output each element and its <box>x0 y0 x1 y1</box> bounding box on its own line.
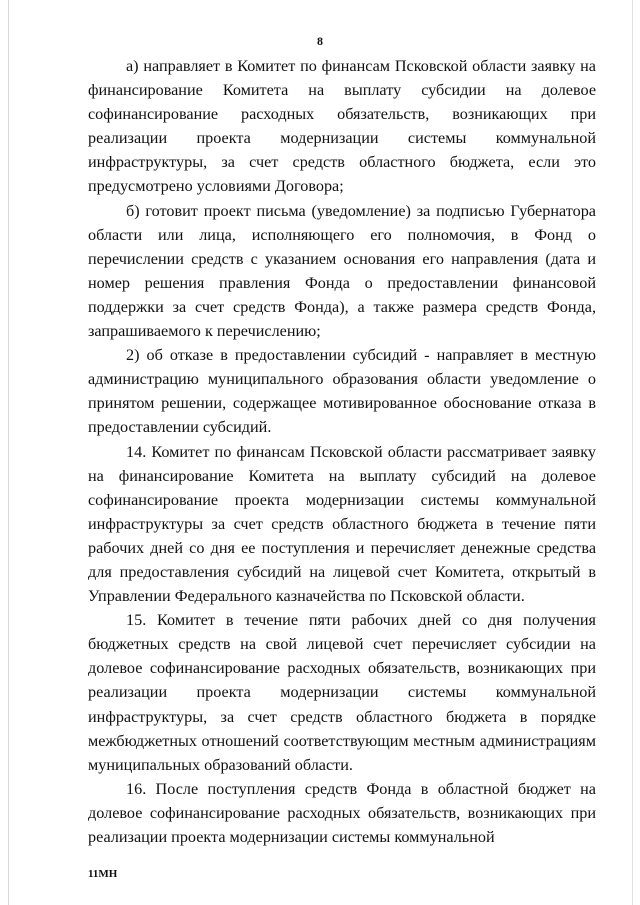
scan-edge-right <box>632 0 633 905</box>
footer-code: 11МН <box>88 868 118 880</box>
paragraph-2: 2) об отказе в предоставлении субсидий - направляет в местную администрацию муниципального образования области уведомление о принятом решении, содержащее мотивированное обоснование отказа в предоставлении субсидий. <box>88 346 596 437</box>
paragraph-14: 14. Комитет по финансам Псковской области рассматривает заявку на финансирование Комитета на выплату субсидий на долевое софинансирование проекта модернизации системы коммунальной инфраструктуры за счет средств областного бюджета в течение пяти рабочих дней со дня ее поступления и перечисляет денежные средства для предоставления субсидий на лицевой счет Комитета, открытый в Управлении Федерального казначейства по Псковской области. <box>88 442 596 606</box>
document-body <box>88 54 596 849</box>
page-number: 8 <box>317 34 323 48</box>
paragraph-a: а) направляет в Комитет по финансам Псковской области заявку на финансирование Комитета на выплату субсидии на долевое софинансирование расходных обязательств, возникающих при реализации проекта модернизации системы коммунальной инфраструктуры, за счет средств областного бюджета, если это предусмотрено условиями Договора; <box>88 57 596 196</box>
paragraph-b: б) готовит проект письма (уведомление) за подписью Губернатора области или лица, исполняющего его полномочия, в Фонд о перечислении средств с указанием основания его направления (дата и номер решения правления Фонда о предоставлении финансовой поддержки за счет средств Фонда), а также размера средств Фонда, запрашиваемого к перечислению; <box>88 201 596 341</box>
scan-edge-left <box>8 0 9 905</box>
paragraph-15: 15. Комитет в течение пяти рабочих дней со дня получения бюджетных средств на свой лицевой счет перечисляет субсидии на долевое софинансирование расходных обязательств, возникающих при реализации проекта модернизации системы коммунальной инфраструктуры, за счет средств областного бюджета в порядке межбюджетных отношений соответствующим местным администрациям муниципальных образований области. <box>88 611 596 774</box>
paragraph-16: 16. После поступления средств Фонда в областной бюджет на долевое софинансирование расходных обязательств, возникающих при реализации проекта модернизации системы коммунальной <box>88 779 596 846</box>
